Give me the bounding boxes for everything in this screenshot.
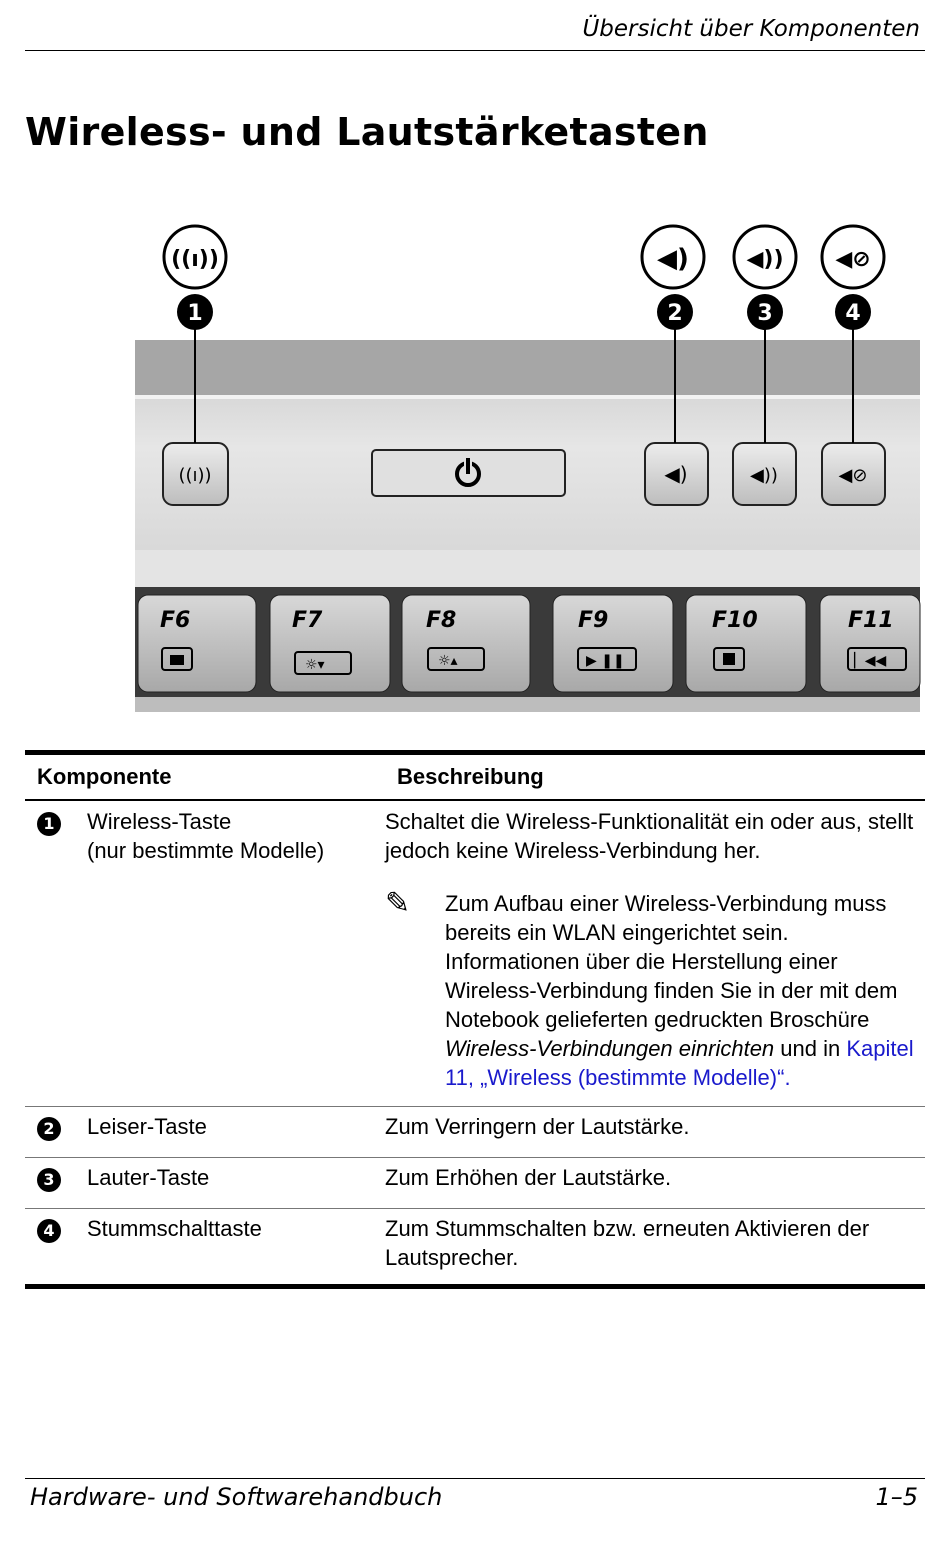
column-header-component: Komponente <box>37 764 172 789</box>
antenna-icon: ((ı)) <box>178 465 212 486</box>
note <box>385 889 925 1092</box>
keyboard-illustration <box>0 215 950 725</box>
mute-button <box>822 443 885 505</box>
chapter-link[interactable]: Kapitel 11, „Wireless (bestimmte Modelle)“. <box>445 1036 914 1090</box>
component-name: Stummschalttaste <box>87 1216 262 1241</box>
component-name-note: (nur bestimmte Modelle) <box>87 838 325 863</box>
running-header: Übersicht über Komponenten <box>582 16 920 42</box>
callout-volume-up-icon <box>734 226 796 288</box>
key-f6 <box>138 595 256 692</box>
component-description: Zum Stummschalten bzw. erneuten Aktivieren der Lautsprecher. <box>385 1216 870 1270</box>
row-number: 4 <box>37 1219 61 1243</box>
function-keys <box>138 595 920 692</box>
svg-text:1: 1 <box>187 301 203 326</box>
key-f9 <box>553 595 673 692</box>
svg-text:◀⊘: ◀⊘ <box>835 247 871 272</box>
callout-1 <box>177 294 213 330</box>
components-table <box>25 750 925 1289</box>
row-number: 2 <box>37 1117 61 1141</box>
key-f11 <box>820 595 920 692</box>
footer-title: Hardware- und Softwarehandbuch <box>30 1483 443 1511</box>
volume-up-button <box>733 443 796 505</box>
speaker-mute-icon: ◀⊘ <box>838 465 868 486</box>
svg-text:◀): ◀) <box>657 244 689 274</box>
page-number: 1–5 <box>875 1483 918 1511</box>
component-name: Wireless-Taste <box>87 809 232 834</box>
table-row <box>25 801 925 1107</box>
svg-text:4: 4 <box>845 301 861 326</box>
note-brochure-title: Wireless-Verbindungen einrichten <box>445 1036 775 1061</box>
svg-text:☼▴: ☼▴ <box>438 653 458 669</box>
key-f10 <box>686 595 806 692</box>
pencil-icon: ✎ <box>385 887 411 920</box>
component-description: Schaltet die Wireless-Funktionalität ein oder aus, stellt jedoch keine Wireless-Verbindung her. <box>385 809 914 863</box>
svg-text:((ı)): ((ı)) <box>171 247 219 272</box>
table-header <box>25 755 925 801</box>
callout-volume-down-icon <box>642 226 704 288</box>
key-f8 <box>402 595 530 692</box>
key-f7 <box>270 595 390 692</box>
table-row <box>25 1209 925 1284</box>
key-f9-label: F9 <box>578 608 609 633</box>
row-number: 1 <box>37 812 61 836</box>
svg-text:☼▾: ☼▾ <box>305 657 325 673</box>
svg-text:◀)): ◀)) <box>746 247 784 272</box>
column-header-description: Beschreibung <box>397 764 544 789</box>
key-f7-label: F7 <box>292 608 323 633</box>
header-rule <box>25 50 925 51</box>
component-name: Lauter-Taste <box>87 1165 210 1190</box>
key-f11-label: F11 <box>848 608 894 633</box>
speaker-high-icon: ◀)) <box>750 465 778 486</box>
key-f8-label: F8 <box>426 608 457 633</box>
volume-down-button <box>645 443 708 505</box>
component-name: Leiser-Taste <box>87 1114 207 1139</box>
key-f10-label: F10 <box>712 608 758 633</box>
svg-text:3: 3 <box>757 301 773 326</box>
callout-4 <box>835 294 871 330</box>
footer-rule <box>25 1478 925 1479</box>
callout-wireless-icon <box>164 226 226 288</box>
callout-2 <box>657 294 693 330</box>
page-title: Wireless- und Lautstärketasten <box>25 110 709 154</box>
table-row <box>25 1107 925 1158</box>
speaker-low-icon: ◀) <box>664 462 688 486</box>
callout-mute-icon <box>822 226 884 288</box>
svg-text:▶ ❚❚: ▶ ❚❚ <box>586 653 625 669</box>
component-description: Zum Verringern der Lautstärke. <box>385 1114 690 1139</box>
callout-3 <box>747 294 783 330</box>
note-text: Zum Aufbau einer Wireless-Verbindung muss bereits ein WLAN eingerichtet sein. Informationen über die Herstellung einer Wireless-Verbindung finden Sie in der mit dem Notebook gelieferten gedruckten Broschüre Wireless-Verbindungen einrichten und in Kapitel 11, „Wireless (bestimmte Modelle)“. <box>445 891 914 1090</box>
svg-text:▏◀◀: ▏◀◀ <box>854 653 887 669</box>
row-number: 3 <box>37 1168 61 1192</box>
key-f6-label: F6 <box>160 608 191 633</box>
component-description: Zum Erhöhen der Lautstärke. <box>385 1165 672 1190</box>
power-button <box>372 450 565 496</box>
svg-text:2: 2 <box>667 301 683 326</box>
wireless-button <box>163 443 228 505</box>
table-row <box>25 1158 925 1209</box>
